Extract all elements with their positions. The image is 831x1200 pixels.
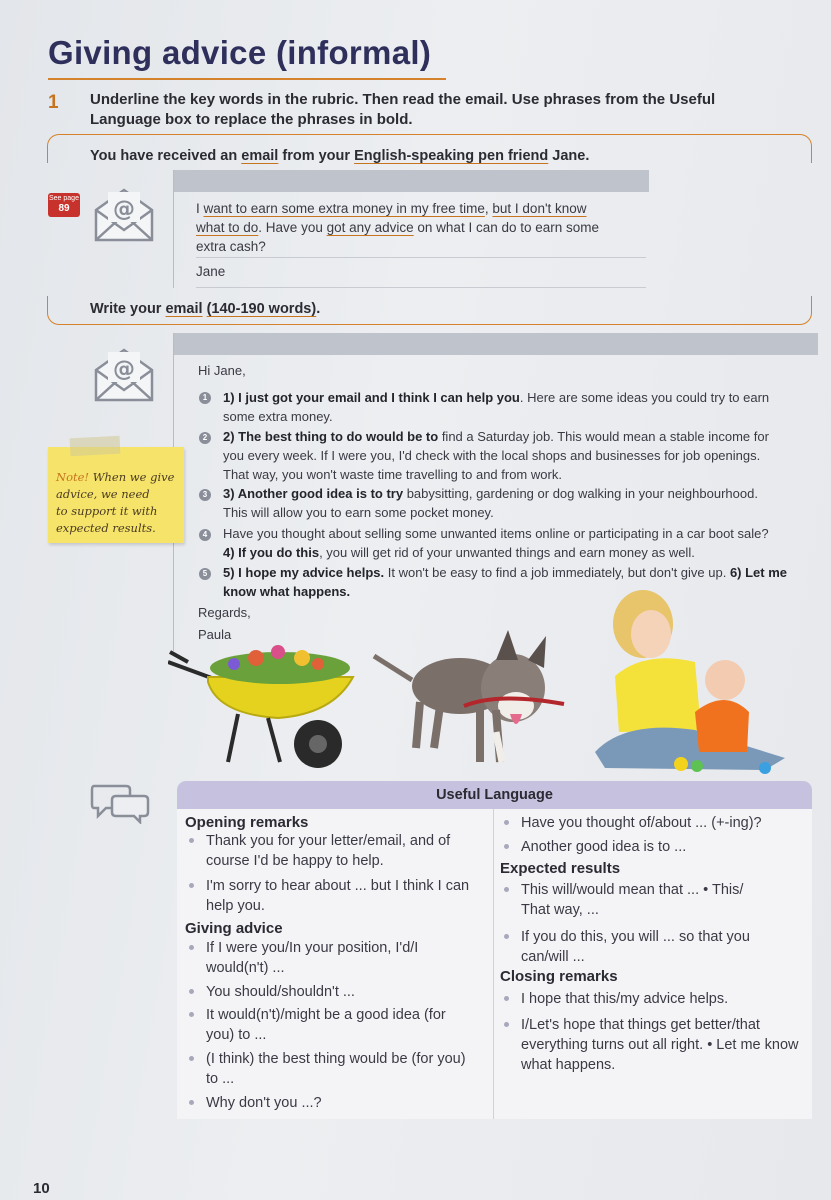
- speech-bubbles-icon: [90, 782, 150, 824]
- jane-email-line-3: extra cash?: [196, 239, 266, 254]
- phrase-item: Another good idea is to ...: [521, 837, 806, 857]
- email-paragraph-2: 2) The best thing to do would be to find a Saturday job. This would mean a stable income for you every week. If I were you, I'd check with the local shops and businesses for job openings. That way, you won't waste time travelling to and from work.: [223, 429, 769, 482]
- jane-email-line-1: I want to earn some extra money in my free time, but I don't know: [196, 201, 587, 216]
- jane-signature: Jane: [196, 264, 226, 279]
- title-underline: [48, 78, 446, 80]
- rubric-line-2: Write your email (140-190 words).: [90, 301, 321, 317]
- phrase-item: I/Let's hope that things get better/that everything turns out all right. • Let me know what happens.: [521, 1015, 801, 1075]
- phrase-item: Have you thought of/about ... (+-ing)?: [521, 813, 806, 833]
- phrase-item: I'm sorry to hear about ... but I think I can help you.: [206, 876, 481, 916]
- giving-advice-heading: Giving advice: [185, 920, 283, 937]
- email-divider: [196, 287, 646, 288]
- email-paragraph-1: 1) I just got your email and I think I can help you. Here are some ideas you could try to earn some extra money.: [223, 390, 770, 424]
- email-frame: [173, 170, 174, 288]
- email-header-bar: [173, 170, 649, 192]
- phrase-item: It would(n't)/might be a good idea (for you) to ...: [206, 1005, 476, 1045]
- email-paragraph-5: 5) I hope my advice helps. It won't be easy to find a job immediately, but don't give up. 6) Let me know what happens.: [223, 565, 788, 599]
- note-tape: [70, 436, 121, 457]
- paragraph-number: 4: [199, 529, 211, 541]
- useful-language-title: Useful Language: [177, 781, 812, 809]
- opening-remarks-heading: Opening remarks: [185, 814, 309, 831]
- phrase-item: Why don't you ...?: [206, 1093, 476, 1113]
- email-envelope-icon: [94, 186, 154, 242]
- phrase-item: If you do this, you will ... so that you can/will ...: [521, 927, 791, 967]
- paula-greeting: Hi Jane,: [198, 363, 246, 378]
- jane-email-line-2: what to do. Have you got any advice on what I can do to earn some: [196, 220, 600, 235]
- svg-text:@: @: [113, 197, 135, 222]
- see-page-badge[interactable]: See page 89: [48, 193, 80, 217]
- page-title: Giving advice (informal): [48, 34, 432, 71]
- expected-results-heading: Expected results: [500, 860, 621, 877]
- sticky-note: Note! When we give advice, we need to support it with expected results.: [48, 447, 184, 543]
- phrase-item: I hope that this/my advice helps.: [521, 989, 806, 1009]
- closing-remarks-heading: Closing remarks: [500, 968, 618, 985]
- page-number: 10: [33, 1180, 50, 1197]
- rubric-line-1: You have received an email from your English-speaking pen friend Jane.: [90, 148, 590, 164]
- phrase-item: You should/shouldn't ...: [206, 982, 476, 1002]
- email-divider: [196, 257, 646, 258]
- wheelbarrow-illustration: [168, 622, 368, 774]
- column-divider: [493, 809, 494, 1119]
- woman-and-baby-photo: [585, 580, 797, 776]
- paragraph-number: 2: [199, 432, 211, 444]
- phrase-item: (I think) the best thing would be (for you) to ...: [206, 1049, 471, 1089]
- paula-closing: Regards,: [198, 605, 251, 620]
- phrase-item: Thank you for your letter/email, and of course I'd be happy to help.: [206, 831, 481, 871]
- svg-text:@: @: [113, 357, 135, 382]
- phrase-item: If I were you/In your position, I'd/I would(n't) ...: [206, 938, 476, 978]
- email-paragraph-4: Have you thought about selling some unwanted items online or participating in a car boot sale? 4) If you do this, you will get rid of your unwanted things and earn money as well.: [223, 526, 769, 560]
- email-header-bar: [173, 333, 818, 355]
- paragraph-number: 3: [199, 489, 211, 501]
- paragraph-number: 1: [199, 392, 211, 404]
- email-paragraph-3: 3) Another good idea is to try babysitting, gardening or dog walking in your neighbourhood. This will allow you to earn some pocket money.: [223, 486, 758, 520]
- paragraph-number: 5: [199, 568, 211, 580]
- exercise-instruction: Underline the key words in the rubric. Then read the email. Use phrases from the Useful Language box to replace the phrases in bold.: [90, 91, 716, 128]
- paula-signature: Paula: [198, 627, 232, 642]
- email-envelope-icon: [94, 346, 154, 402]
- exercise-number: 1: [48, 92, 59, 113]
- dog-illustration: [368, 622, 568, 772]
- phrase-item: This will/would mean that ... • This/ That way, ...: [521, 880, 806, 920]
